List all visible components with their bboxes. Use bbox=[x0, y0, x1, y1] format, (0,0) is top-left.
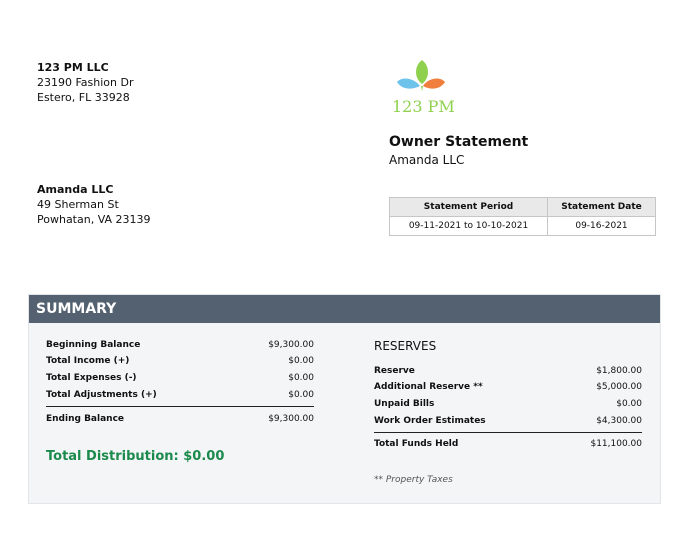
work-order-estimates-value: $4,300.00 bbox=[596, 416, 642, 426]
beginning-balance-label: Beginning Balance bbox=[46, 340, 141, 350]
manager-name: 123 PM LLC bbox=[37, 61, 109, 74]
reserve-label: Reserve bbox=[374, 366, 415, 376]
owner-address-line2: Powhatan, VA 23139 bbox=[37, 213, 151, 226]
work-order-estimates-label: Work Order Estimates bbox=[374, 416, 486, 426]
manager-address bbox=[37, 60, 134, 105]
statement-owner: Amanda LLC bbox=[389, 153, 465, 167]
reserve-value: $1,800.00 bbox=[596, 366, 642, 376]
statement-title: Owner Statement bbox=[389, 134, 529, 150]
unpaid-bills-label: Unpaid Bills bbox=[374, 399, 435, 409]
period-value: 09-11-2021 to 10-10-2021 bbox=[390, 217, 548, 236]
owner-address bbox=[37, 182, 151, 227]
owner-name: Amanda LLC bbox=[37, 183, 114, 196]
total-adjustments-value: $0.00 bbox=[288, 390, 314, 400]
unpaid-bills-value: $0.00 bbox=[616, 399, 642, 409]
total-funds-held-value: $11,100.00 bbox=[590, 439, 642, 449]
summary-divider bbox=[46, 406, 314, 407]
summary-header: SUMMARY bbox=[29, 295, 660, 323]
reserves-footnote: ** Property Taxes bbox=[374, 475, 453, 485]
logo-icon bbox=[390, 56, 460, 118]
additional-reserve-label: Additional Reserve ** bbox=[374, 382, 483, 392]
date-header: Statement Date bbox=[548, 198, 656, 217]
additional-reserve-value: $5,000.00 bbox=[596, 382, 642, 392]
total-adjustments-label: Total Adjustments (+) bbox=[46, 390, 157, 400]
beginning-balance-value: $9,300.00 bbox=[268, 340, 314, 350]
company-logo bbox=[390, 56, 460, 118]
manager-address-line1: 23190 Fashion Dr bbox=[37, 76, 134, 89]
total-expenses-value: $0.00 bbox=[288, 373, 314, 383]
owner-address-line1: 49 Sherman St bbox=[37, 198, 119, 211]
logo-text: 123 PM bbox=[392, 97, 455, 116]
reserves-title: RESERVES bbox=[374, 339, 437, 353]
reserves-divider bbox=[374, 432, 642, 433]
period-header: Statement Period bbox=[390, 198, 548, 217]
total-income-label: Total Income (+) bbox=[46, 356, 130, 366]
total-funds-held-label: Total Funds Held bbox=[374, 439, 459, 449]
total-distribution: Total Distribution: $0.00 bbox=[46, 449, 225, 464]
summary-section bbox=[28, 294, 661, 504]
date-value: 09-16-2021 bbox=[548, 217, 656, 236]
ending-balance-label: Ending Balance bbox=[46, 414, 125, 424]
total-expenses-label: Total Expenses (-) bbox=[46, 373, 137, 383]
statement-period-table bbox=[389, 197, 656, 236]
total-income-value: $0.00 bbox=[288, 356, 314, 366]
ending-balance-value: $9,300.00 bbox=[268, 414, 314, 424]
manager-address-line2: Estero, FL 33928 bbox=[37, 91, 130, 104]
